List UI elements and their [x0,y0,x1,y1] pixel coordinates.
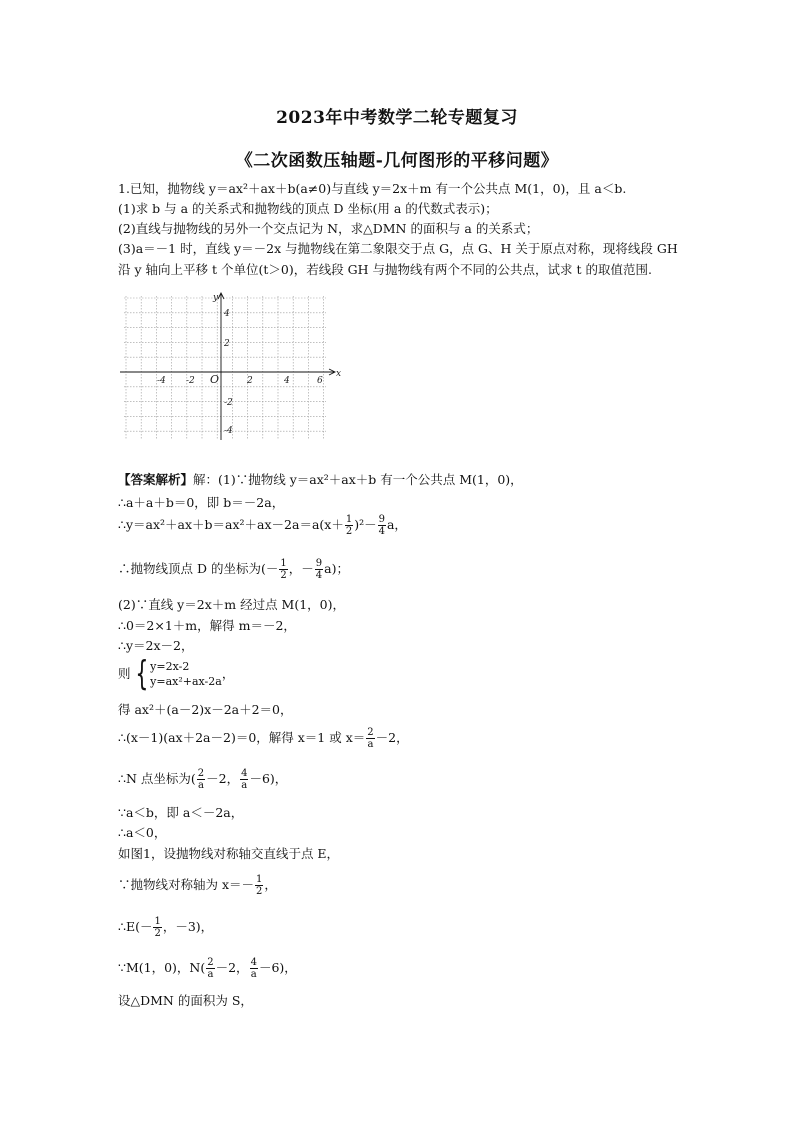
x-tick-label: -4 [157,376,166,386]
fraction: $\frac{2}{a}$ [197,768,205,791]
main-title: 2023年中考数学二轮专题复习 [276,108,518,128]
y-tick-label: -4 [224,426,233,436]
solution-line-18: 设△DMN 的面积为 S， [118,993,253,1008]
solution-line-7: ∴y＝2x－2， [118,638,194,653]
y-tick-label: 4 [224,309,230,319]
solution-line-15: ∵抛物线对称轴为 x＝－ $\frac{1}{2}$ ， [118,874,277,897]
coordinate-grid [118,292,348,442]
problem-line-3: (2)直线与抛物线的另外一个交点记为 N，求△DMN 的面积与 a 的关系式； [118,221,539,236]
solution-line-3: ∴y＝ax²＋ax＋b＝ax²＋ax－2a＝a(x＋ $\frac{1}{2}$ )²－ $\frac{9}{4}$ a， [118,514,407,537]
solution-line-5: (2)∵直线 y＝2x＋m 经过点 M(1，0)， [118,597,346,612]
fraction: $\frac{4}{a}$ [250,957,257,980]
fraction: $\frac{2}{a}$ [367,727,374,750]
solution-line-2: ∴a＋a＋b＝0，即 b＝－2a， [118,495,285,510]
answer-heading: 【答案解析】 [118,472,194,487]
solution-line-17: ∵M(1，0)，N( $\frac{2}{a}$ －2， $\frac{4}{a}$ －6)， [118,957,297,980]
fraction: $\frac{4}{a}$ [241,768,248,791]
y-axis-label: y [213,293,219,303]
solution-line-13: ∴a＜0， [118,825,167,840]
solution-line-16: ∴E(－ $\frac{1}{2}$ ，－3)， [118,916,214,939]
solution-equation-system: 则 { y=2x-2 y=ax²+ax-2a ， [118,654,235,694]
x-tick-label: 4 [284,376,290,386]
fraction: $\frac{1}{2}$ [280,558,287,581]
solution-line-6: ∴0＝2×1＋m，解得 m＝－2， [118,618,296,633]
origin-label: O [210,373,220,386]
problem-line-2: (1)求 b 与 a 的关系式和抛物线的顶点 D 坐标(用 a 的代数式表示)； [118,201,498,216]
x-tick-label: 6 [317,376,323,386]
x-axis-label: x [336,369,342,379]
solution-line-12: ∵a＜b，即 a＜－2a， [118,805,244,820]
solution-line-1: 【答案解析】解：(1)∵抛物线 y＝ax²＋ax＋b 有一个公共点 M(1，0)， [118,472,523,487]
solution-line-14: 如图1，设抛物线对称轴交直线于点 E， [118,846,340,861]
fraction: $\frac{2}{a}$ [207,957,214,980]
solution-line-4: ∴抛物线顶点 D 的坐标为(－ $\frac{1}{2}$ ，－ $\frac{9}{4}$ a)； [118,558,349,581]
fraction: $\frac{9}{4}$ [315,558,323,581]
y-tick-label: 2 [224,339,230,349]
y-tick-label: -2 [224,398,233,408]
solution-line-10: ∴(x－1)(ax＋2a－2)＝0，解得 x＝1 或 x＝ $\frac{2}{a}$ －2， [118,727,409,750]
problem-line-1: 1.已知，抛物线 y＝ax²＋ax＋b(a≠0)与直线 y＝2x＋m 有一个公共点 M(1，0)，且 a＜b. [118,181,627,196]
fraction: $\frac{1}{2}$ [256,874,263,897]
fraction: $\frac{1}{2}$ [345,514,353,537]
solution-line-11: ∴N 点坐标为( $\frac{2}{a}$ －2， $\frac{4}{a}$ －6)， [118,768,288,791]
problem-line-4: (3)a＝－1 时，直线 y＝－2x 与抛物线在第二象限交于点 G，点 G、H 关于原点对称，现将线段 GH [118,241,678,256]
fraction: $\frac{1}{2}$ [154,916,161,939]
x-tick-label: -2 [186,376,195,386]
sub-title: 《二次函数压轴题-几何图形的平移问题》 [235,151,559,171]
problem-line-5: 沿 y 轴向上平移 t 个单位(t＞0)，若线段 GH 与抛物线有两个不同的公共点，试求 t 的取值范围. [118,262,652,277]
x-tick-label: 2 [247,376,253,386]
solution-line-9: 得 ax²＋(a－2)x－2a＋2＝0， [118,702,293,717]
fraction: $\frac{9}{4}$ [378,514,385,537]
